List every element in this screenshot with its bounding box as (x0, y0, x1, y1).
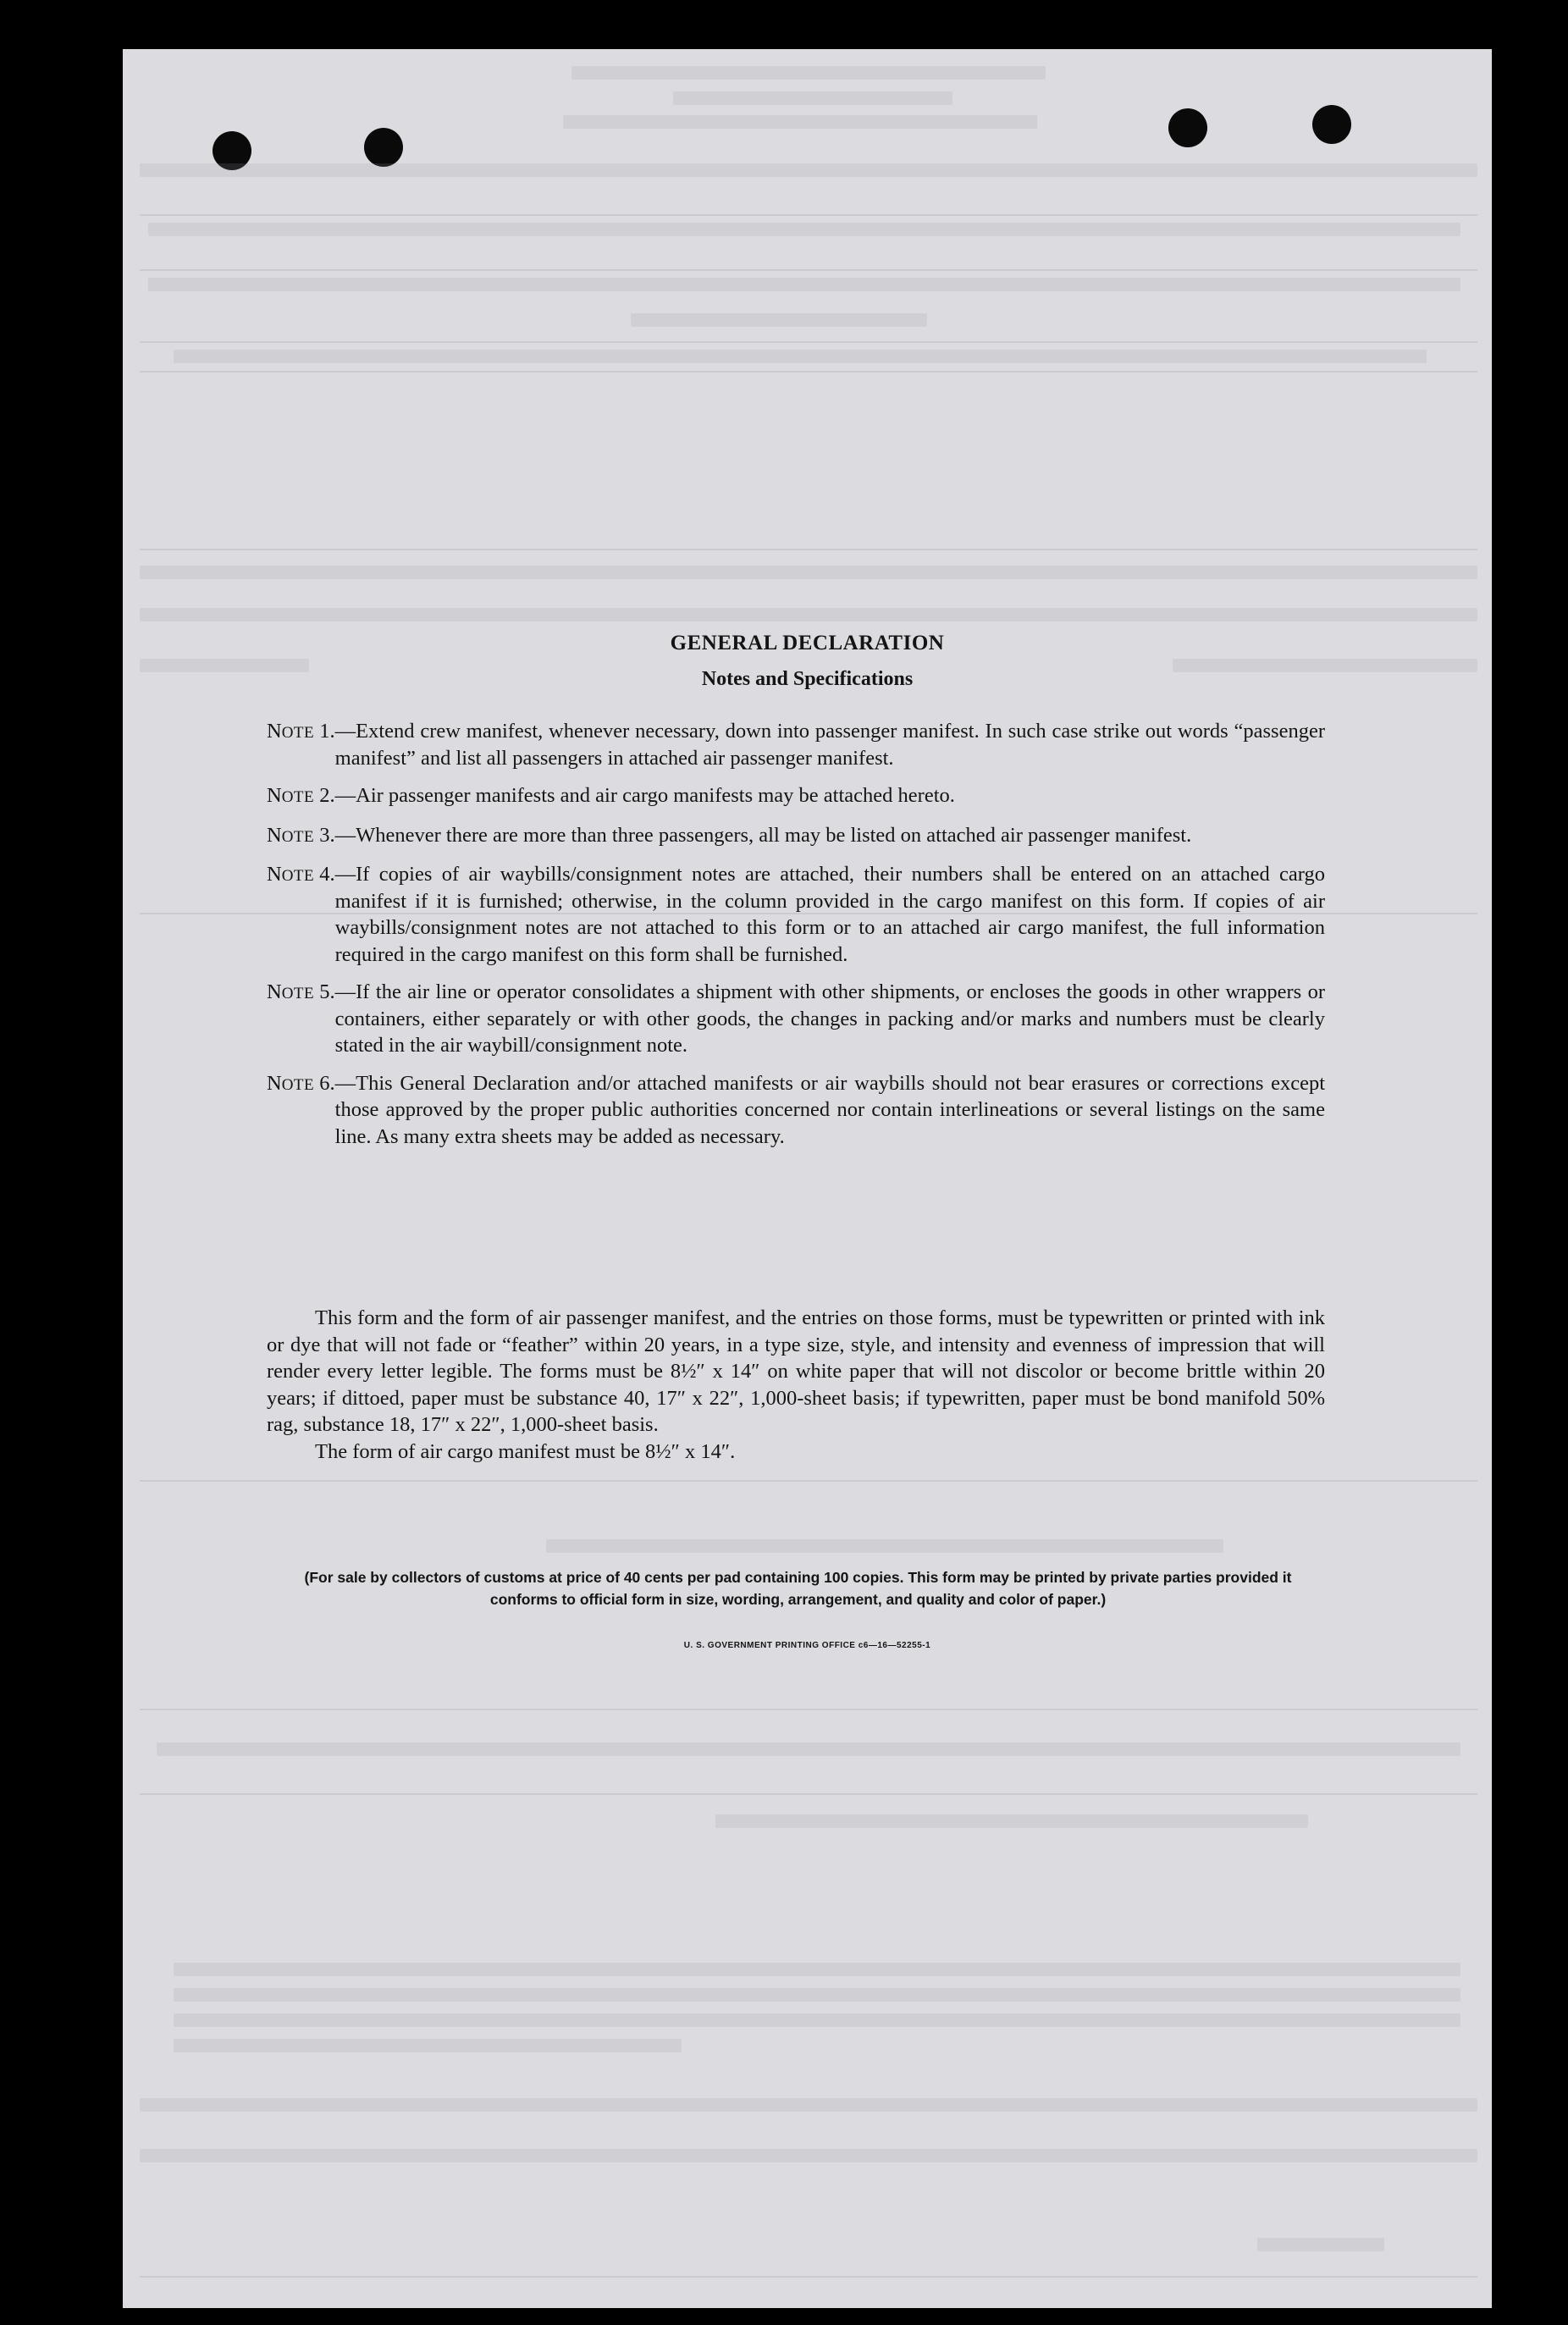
note-3 (267, 822, 1325, 851)
note-6 (267, 1070, 1325, 1151)
note-text: —If copies of air waybills/consignment notes are attached, their numbers shall be entered on an attached cargo manifest if it is furnished; otherwise, in the column provided in the cargo manifest on this form. If copies of air waybills/consignment notes are not attached to this form or to an attached air cargo manifest, the full information required in the cargo manifest on this form shall be furnished. (334, 863, 1325, 966)
note-text: —This General Declaration and/or attached manifests or air waybills should not bear erasures or corrections except those approved by the proper public authorities concerned nor contain interlineations or several listings on the same line. As many extra sheets may be added as necessary. (334, 1071, 1325, 1148)
specifications-text: This form and the form of air passenger manifest, and the entries on those forms, must be typewritten or printed with ink or dye that will not fade or “feather” within 20 years, in a type size, style, and intensity and evenness of impression that will render every letter legible. The forms must be 8½″ x 14″ on white paper that will not discolor or become brittle within 20 years; if dittoed, paper must be substance 40, 17″ x 22″, 1,000-sheet basis; if typewritten, paper must be bond manifold 50% rag, substance 18, 17″ x 22″, 1,000-sheet basis. (267, 1306, 1325, 1436)
note-text: —Whenever there are more than three passengers, all may be listed on attached air passenger manifest. (334, 823, 1192, 847)
note-label: NOTE 1. (267, 720, 335, 743)
note-2 (267, 782, 1325, 811)
sale-notice: (For sale by collectors of customs at price of 40 cents per pad containing 100 copies. This form may be printed by private parties provided it conforms to official form in size, wording, arrangement, and quality and color of paper.) (304, 1569, 1292, 1608)
note-4 (267, 861, 1325, 968)
printing-office-line: U. S. GOVERNMENT PRINTING OFFICE c6—16—52255-1 (683, 1641, 931, 1650)
note-text: —If the air line or operator consolidates a shipment with other shipments, or encloses the goods in other wrappers or containers, either separately or with other goods, the changes in packing and/or marks and numbers must be clearly stated in the air waybill/consignment note. (334, 980, 1325, 1057)
note-5 (267, 979, 1325, 1059)
note-label: NOTE 3. (267, 823, 335, 847)
page-title: GENERAL DECLARATION (670, 632, 945, 654)
note-label: NOTE 2. (267, 784, 335, 807)
document-page (123, 49, 1492, 2308)
page-subtitle: Notes and Specifications (701, 668, 914, 690)
form-specifications-paragraph (267, 1305, 1325, 1465)
bleed-through-reverse-side (123, 49, 1492, 2308)
notes-list (267, 718, 1325, 1161)
note-text: —Extend crew manifest, whenever necessary, down into passenger manifest. In such case strike out words “passenger manifest” and list all passengers in attached air passenger manifest. (334, 720, 1325, 770)
note-label: NOTE 6. (267, 1071, 335, 1095)
note-1 (267, 718, 1325, 771)
note-label: NOTE 5. (267, 980, 335, 1003)
cargo-manifest-size-text: The form of air cargo manifest must be 8½″ x 14″. (315, 1439, 736, 1463)
note-label: NOTE 4. (267, 863, 335, 886)
note-text: —Air passenger manifests and air cargo manifests may be attached hereto. (334, 784, 955, 807)
